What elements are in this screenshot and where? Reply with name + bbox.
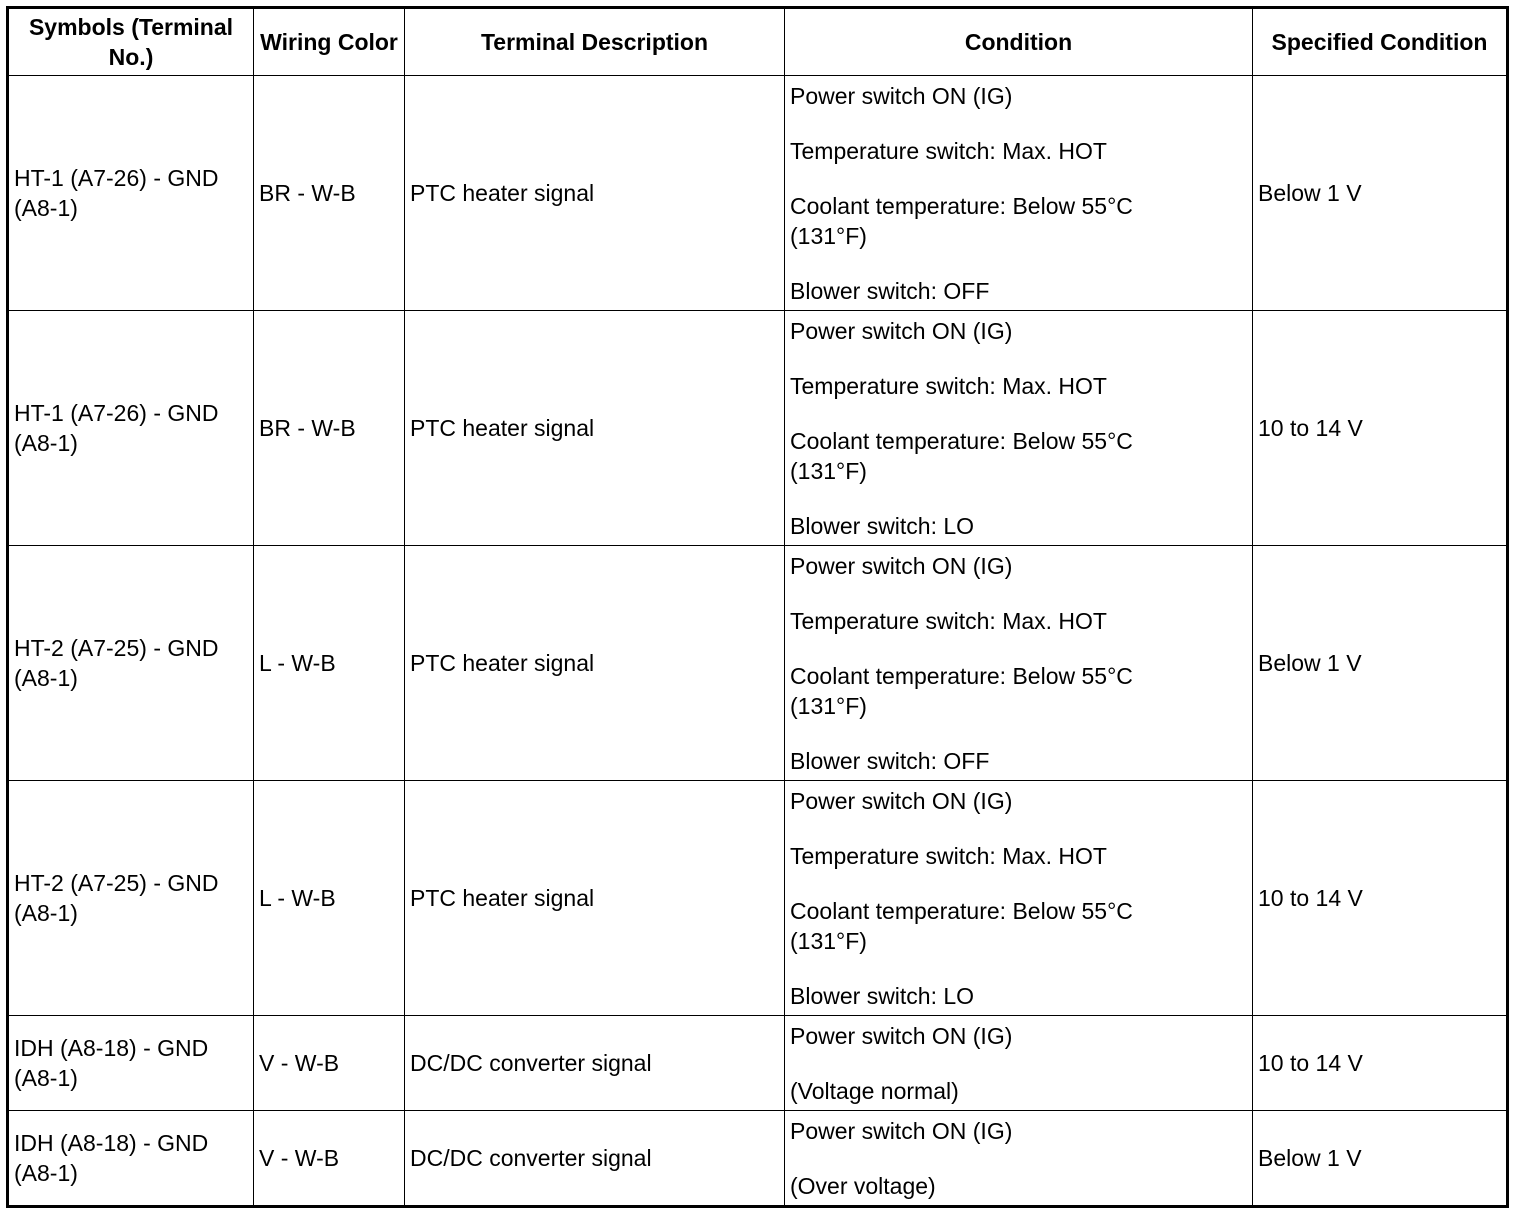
terminal-description-cell: PTC heater signal	[405, 546, 785, 781]
condition-line: Coolant temperature: Below 55°C	[790, 897, 1133, 924]
symbol-cell: HT-2 (A7-25) - GND (A8-1)	[8, 546, 254, 781]
condition-line: (131°F)	[790, 927, 867, 954]
table-row	[8, 781, 1508, 1016]
condition-cell	[785, 311, 1253, 546]
table-row	[8, 76, 1508, 311]
condition-cell	[785, 76, 1253, 311]
condition-line: (131°F)	[790, 692, 867, 719]
symbol-cell: IDH (A8-18) - GND (A8-1)	[8, 1016, 254, 1111]
table-row	[8, 1111, 1508, 1207]
condition-line: Blower switch: OFF	[790, 277, 990, 304]
table-row	[8, 311, 1508, 546]
wiring-color-cell: BR - W-B	[254, 76, 405, 311]
terminal-inspection-table	[6, 6, 1509, 1208]
condition-line: Power switch ON (IG)	[790, 787, 1013, 814]
specified-condition-cell: 10 to 14 V	[1253, 311, 1508, 546]
condition-line: Power switch ON (IG)	[790, 82, 1013, 109]
symbol-cell: IDH (A8-18) - GND (A8-1)	[8, 1111, 254, 1207]
condition-line: Temperature switch: Max. HOT	[790, 137, 1107, 164]
condition-line: (131°F)	[790, 457, 867, 484]
terminal-description-cell: DC/DC converter signal	[405, 1016, 785, 1111]
symbol-cell: HT-1 (A7-26) - GND (A8-1)	[8, 76, 254, 311]
wiring-color-cell: V - W-B	[254, 1111, 405, 1207]
terminal-description-cell: DC/DC converter signal	[405, 1111, 785, 1207]
table-header-row	[8, 8, 1508, 76]
condition-line: Power switch ON (IG)	[790, 317, 1013, 344]
condition-line: Power switch ON (IG)	[790, 1117, 1013, 1144]
wiring-color-cell: L - W-B	[254, 781, 405, 1016]
condition-line: Power switch ON (IG)	[790, 1022, 1013, 1049]
specified-condition-cell: Below 1 V	[1253, 76, 1508, 311]
specified-condition-cell: 10 to 14 V	[1253, 1016, 1508, 1111]
condition-line: Blower switch: LO	[790, 982, 975, 1009]
specified-condition-cell: Below 1 V	[1253, 546, 1508, 781]
table-row	[8, 1016, 1508, 1111]
header-condition: Condition	[785, 8, 1253, 76]
condition-line: Coolant temperature: Below 55°C	[790, 192, 1133, 219]
condition-cell	[785, 781, 1253, 1016]
condition-line: Coolant temperature: Below 55°C	[790, 662, 1133, 689]
specified-condition-cell: 10 to 14 V	[1253, 781, 1508, 1016]
header-specified-condition: Specified Condition	[1253, 8, 1508, 76]
wiring-color-cell: V - W-B	[254, 1016, 405, 1111]
condition-cell	[785, 1111, 1253, 1207]
condition-cell	[785, 1016, 1253, 1111]
header-wiring-color: Wiring Color	[254, 8, 405, 76]
condition-line: Temperature switch: Max. HOT	[790, 607, 1107, 634]
condition-line: Blower switch: LO	[790, 512, 975, 539]
condition-line: (131°F)	[790, 222, 867, 249]
table-row	[8, 546, 1508, 781]
terminal-description-cell: PTC heater signal	[405, 781, 785, 1016]
symbol-cell: HT-1 (A7-26) - GND (A8-1)	[8, 311, 254, 546]
condition-cell	[785, 546, 1253, 781]
wiring-color-cell: L - W-B	[254, 546, 405, 781]
wiring-color-cell: BR - W-B	[254, 311, 405, 546]
header-symbols: Symbols (Terminal No.)	[8, 8, 254, 76]
terminal-description-cell: PTC heater signal	[405, 311, 785, 546]
condition-line: Temperature switch: Max. HOT	[790, 842, 1107, 869]
symbol-cell: HT-2 (A7-25) - GND (A8-1)	[8, 781, 254, 1016]
specified-condition-cell: Below 1 V	[1253, 1111, 1508, 1207]
terminal-description-cell: PTC heater signal	[405, 76, 785, 311]
condition-line: Power switch ON (IG)	[790, 552, 1013, 579]
condition-line: (Over voltage)	[790, 1172, 936, 1199]
condition-line: Coolant temperature: Below 55°C	[790, 427, 1133, 454]
header-terminal-description: Terminal Description	[405, 8, 785, 76]
condition-line: Temperature switch: Max. HOT	[790, 372, 1107, 399]
condition-line: (Voltage normal)	[790, 1077, 959, 1104]
condition-line: Blower switch: OFF	[790, 747, 990, 774]
